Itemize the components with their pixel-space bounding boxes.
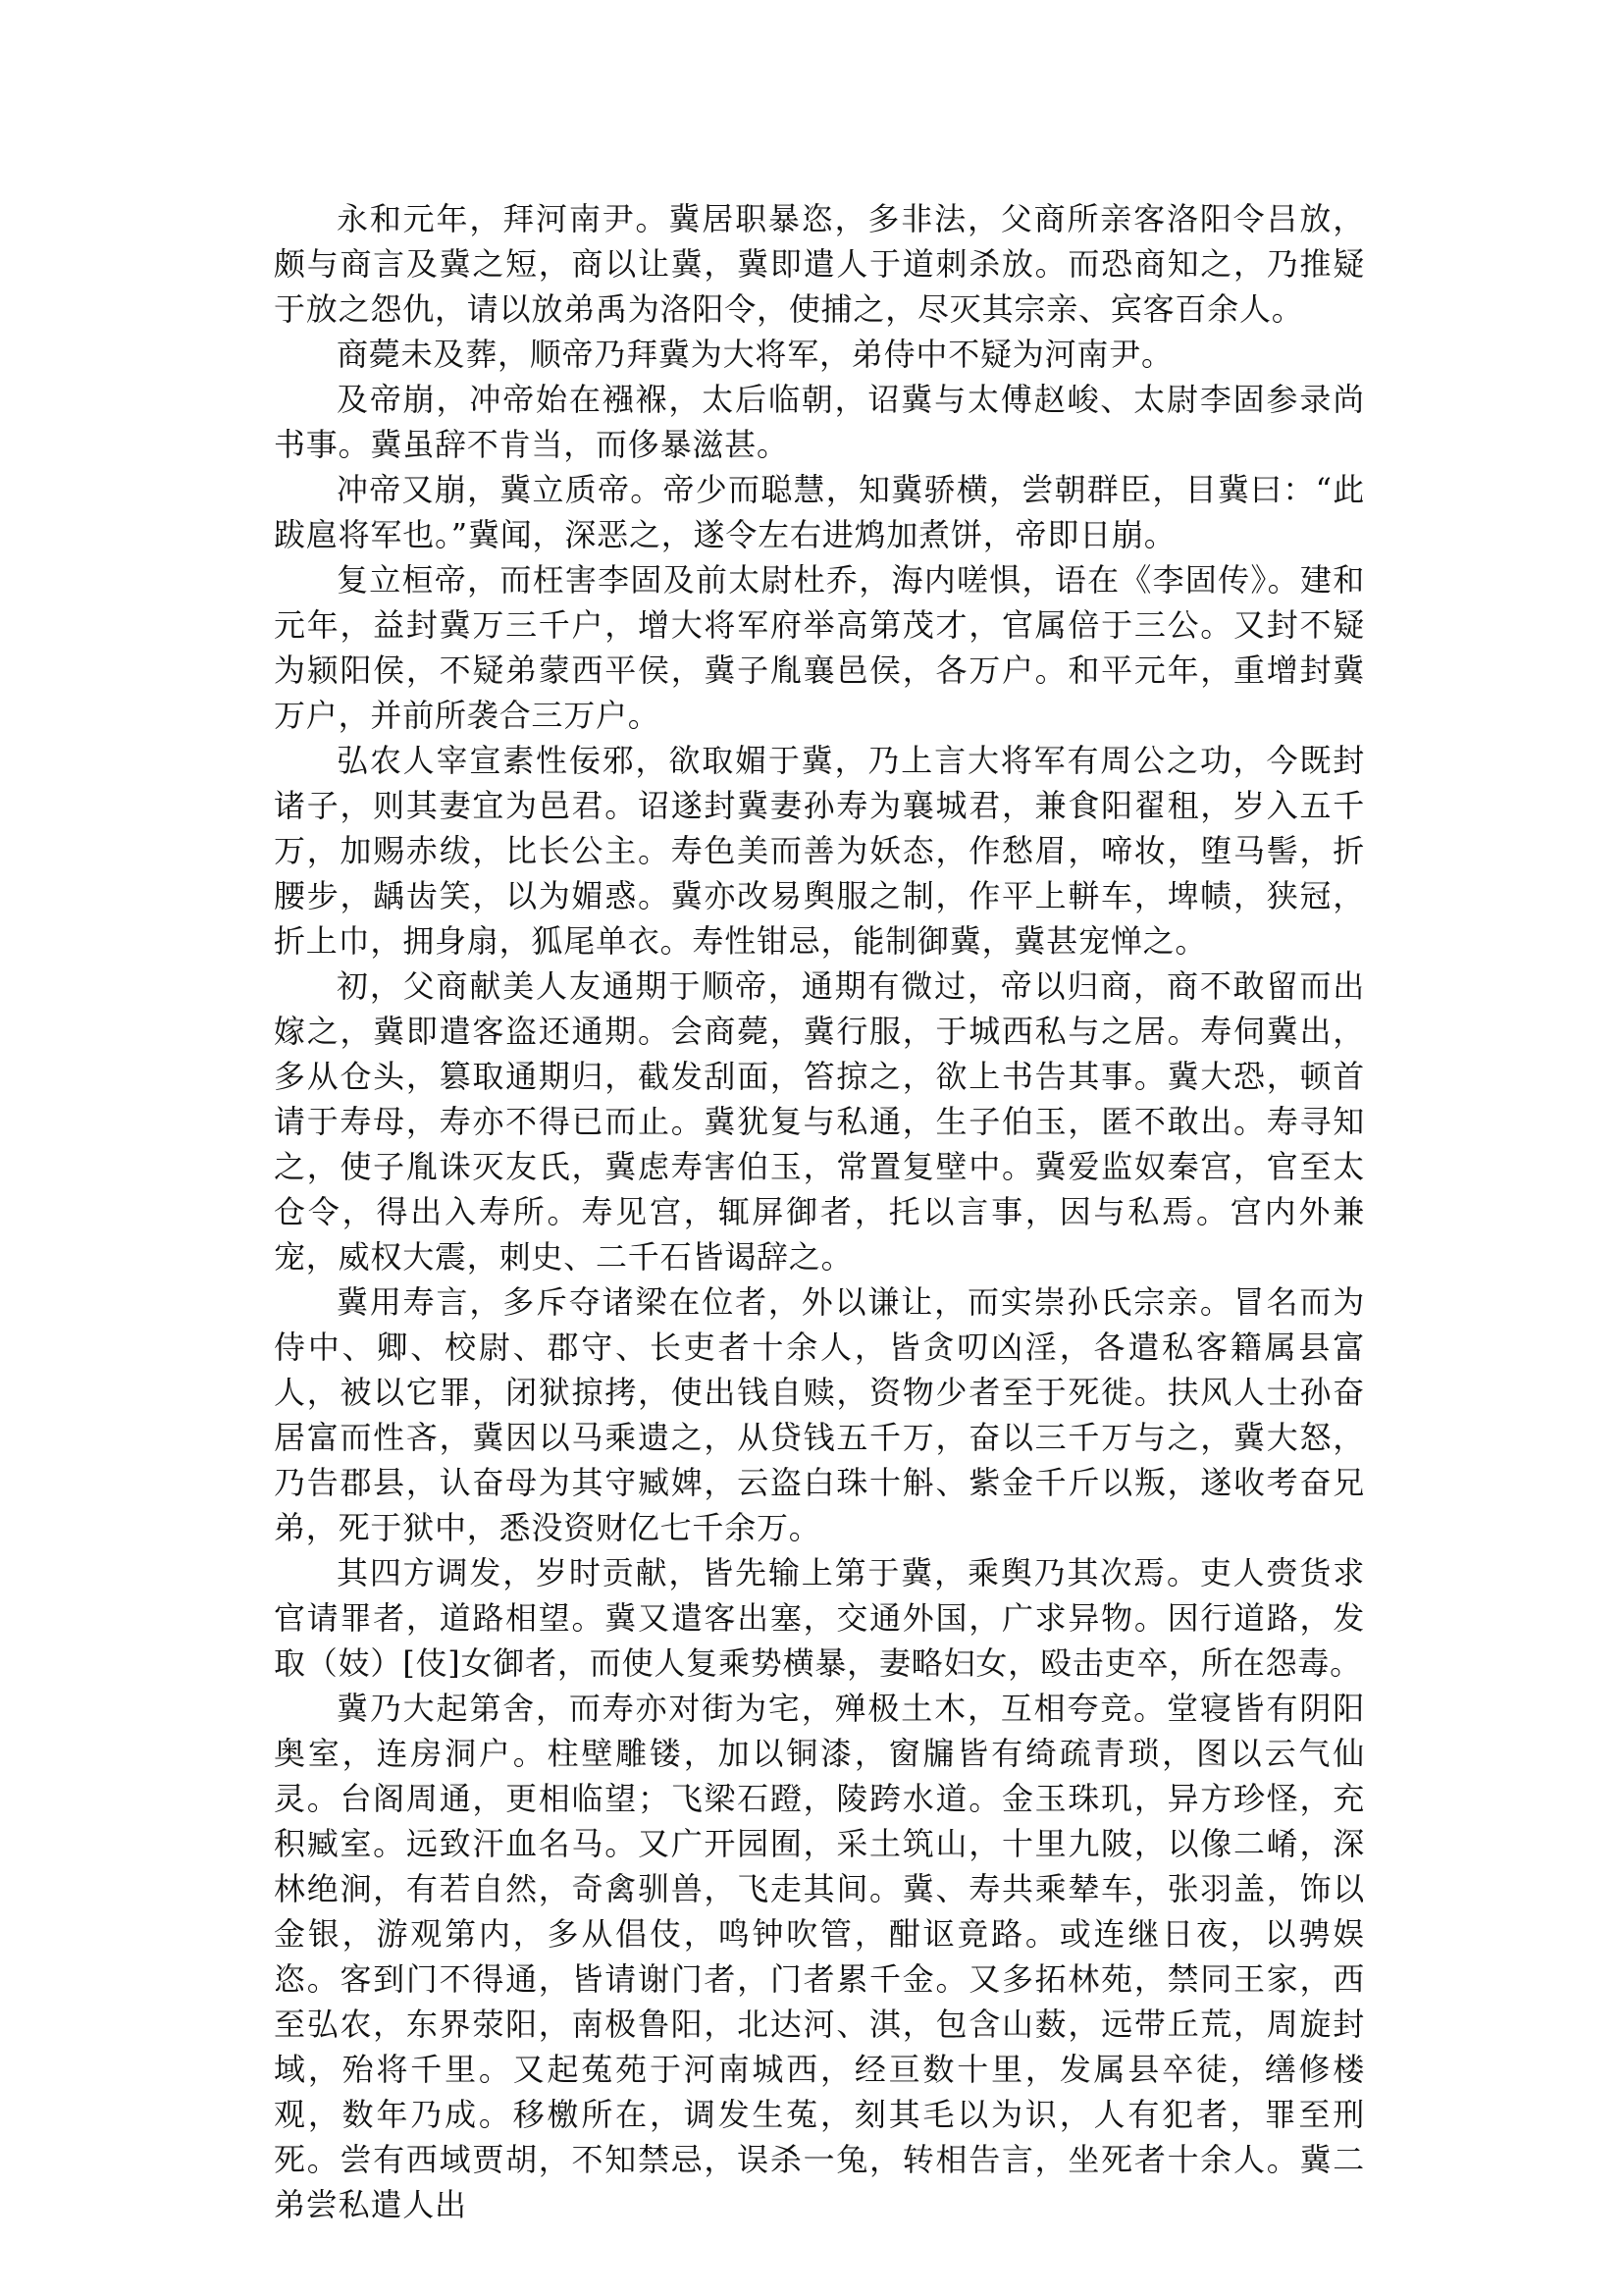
paragraph: 复立桓帝，而枉害李固及前太尉杜乔，海内嗟惧，语在《李固传》。建和元年，益封冀万三千户，增大将军府举高第茂才，官属倍于三公。又封不疑为颍阳侯，不疑弟蒙西平侯，冀子胤襄邑侯，各万户。和平元年，重增封冀万户，并前所袭合三万户。: [274, 561, 1365, 734]
paragraph: 冀用寿言，多斥夺诸梁在位者，外以谦让，而实崇孙氏宗亲。冒名而为侍中、卿、校尉、郡守、长吏者十余人，皆贪叨凶淫，各遣私客籍属县富人，被以它罪，闭狱掠拷，使出钱自赎，资物少者至于死徙。扶风人士孙奋居富而性吝，冀因以马乘遗之，从贷钱五千万，奋以三千万与之，冀大怒，乃告郡县，认奋母为其守臧婢，云盗白珠十斛、紫金千斤以叛，遂收考奋兄弟，死于狱中，悉没资财亿七千余万。: [274, 1283, 1365, 1546]
paragraph: 其四方调发，岁时贡献，皆先输上第于冀，乘舆乃其次焉。吏人赍货求官请罪者，道路相望。冀又遣客出塞，交通外国，广求异物。因行道路，发取（妓）[伎]女御者，而使人复乘势横暴，妻略妇女，殴击吏卒，所在怨毒。: [274, 1554, 1365, 1682]
paragraph: 冀乃大起第舍，而寿亦对街为宅，殚极土木，互相夸竞。堂寝皆有阴阳奥室，连房洞户。柱壁雕镂，加以铜漆，窗牖皆有绮疏青琐，图以云气仙灵。台阁周通，更相临望；飞梁石蹬，陵跨水道。金玉珠玑，异方珍怪，充积臧室。远致汗血名马。又广开园囿，采土筑山，十里九陂，以像二崤，深林绝涧，有若自然，奇禽驯兽，飞走其间。冀、寿共乘辇车，张羽盖，饰以金银，游观第内，多从倡伎，鸣钟吹管，酣讴竟路。或连继日夜，以骋娱恣。客到门不得通，皆请谢门者，门者累千金。又多拓林苑，禁同王家，西至弘农，东界荥阳，南极鲁阳，北达河、淇，包含山薮，远带丘荒，周旋封域，殆将千里。又起菟苑于河南城西，经亘数十里，发属县卒徒，缮修楼观，数年乃成。移檄所在，调发生菟，刻其毛以为识，人有犯者，罪至刑死。尝有西域贾胡，不知禁忌，误杀一兔，转相告言，坐死者十余人。冀二弟尝私遣人出: [274, 1690, 1365, 2223]
paragraph: 商薨未及葬，顺帝乃拜冀为大将军，弟侍中不疑为河南尹。: [337, 336, 1174, 373]
paragraph: 初，父商献美人友通期于顺帝，通期有微过，帝以归商，商不敢留而出嫁之，冀即遣客盗还通期。会商薨，冀行服，于城西私与之居。寿伺冀出，多从仓头，篡取通期归，截发刮面，笞掠之，欲上书告其事。冀大恐，顿首请于寿母，寿亦不得已而止。冀犹复与私通，生子伯玉，匿不敢出。寿寻知之，使子胤诛灭友氏，冀虑寿害伯玉，常置复壁中。冀爱监奴秦宫，官至太仓令，得出入寿所。寿见宫，辄屏御者，托以言事，因与私焉。宫内外兼宠，威权大震，刺史、二千石皆谒辞之。: [274, 967, 1365, 1276]
paragraph: 冲帝又崩，冀立质帝。帝少而聪慧，知冀骄横，尝朝群臣，目冀曰：“此跋扈将军也。”冀闻，深恶之，遂令左右进鸩加煮饼，帝即日崩。: [274, 471, 1365, 553]
document-body: [274, 196, 1365, 2227]
paragraph: 及帝崩，冲帝始在襁褓，太后临朝，诏冀与太傅赵峻、太尉李固参录尚书事。冀虽辞不肯当，而侈暴滋甚。: [274, 381, 1365, 463]
paragraph: 永和元年，拜河南尹。冀居职暴恣，多非法，父商所亲客洛阳令吕放，颇与商言及冀之短，商以让冀，冀即遣人于道刺杀放。而恐商知之，乃推疑于放之怨仇，请以放弟禹为洛阳令，使捕之，尽灭其宗亲、宾客百余人。: [274, 200, 1365, 328]
paragraph: 弘农人宰宣素性佞邪，欲取媚于冀，乃上言大将军有周公之功，今既封诸子，则其妻宜为邑君。诏遂封冀妻孙寿为襄城君，兼食阳翟租，岁入五千万，加赐赤绂，比长公主。寿色美而善为妖态，作愁眉，啼妆，堕马髻，折腰步，龋齿笑，以为媚惑。冀亦改易舆服之制，作平上軿车，埤帻，狭冠，折上巾，拥身扇，狐尾单衣。寿性钳忌，能制御冀，冀甚宠惮之。: [274, 742, 1365, 960]
